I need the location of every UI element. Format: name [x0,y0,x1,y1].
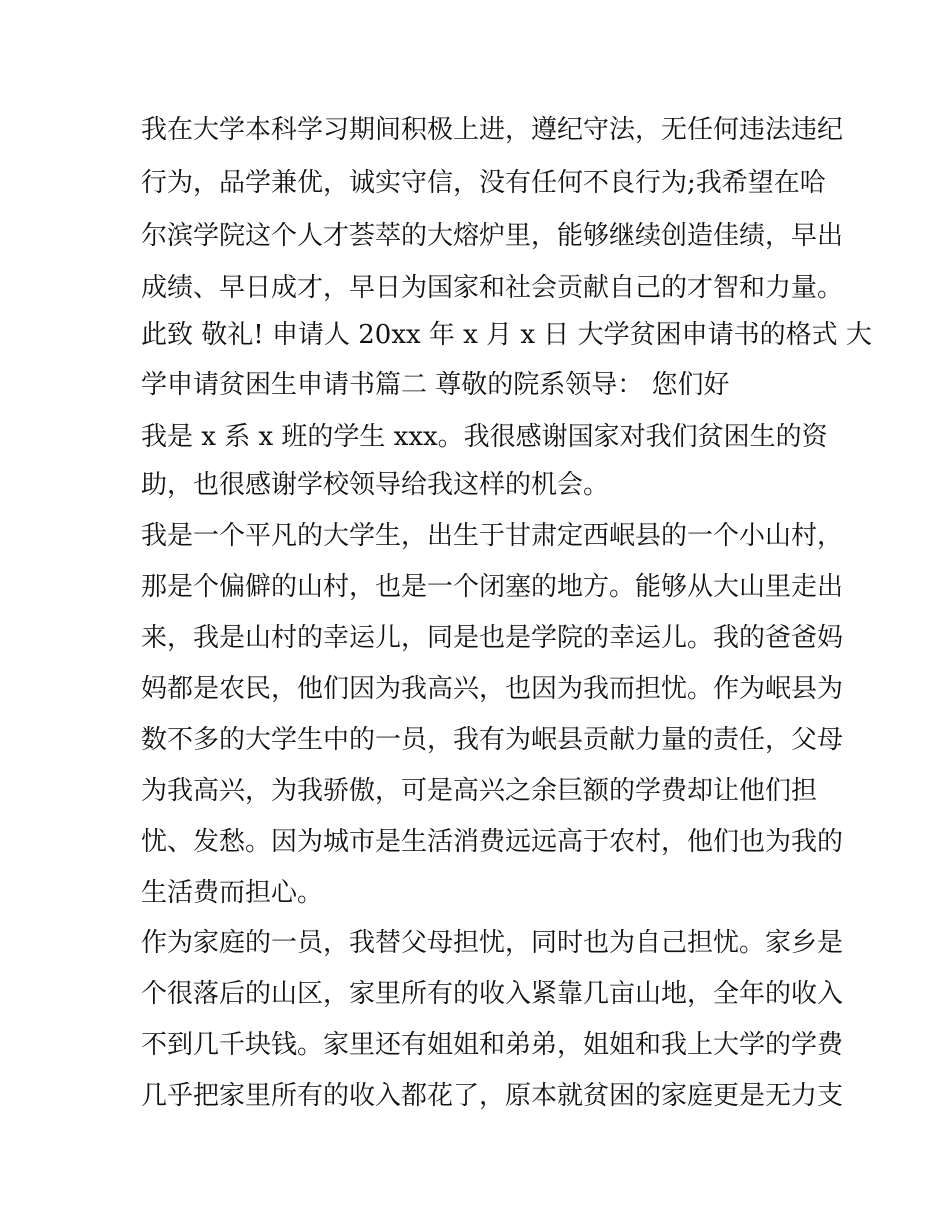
text-line: 我是一个平凡的大学生，出生于甘肃定西岷县的一个小山村， [141,521,844,551]
text-line: 生活费而担心。 [141,878,324,908]
text-line: 我在大学本科学习期间积极上进，遵纪守法，无任何违法违纪 [141,115,844,145]
text-line: 忧、发愁。因为城市是生活消费远远高于农村，他们也为我的 [141,827,844,857]
text-line: 妈都是农民，他们因为我高兴，也因为我而担忧。作为岷县为 [141,674,844,704]
text-line: 行为，品学兼优，诚实守信，没有任何不良行为;我希望在哈 [141,168,826,198]
text-line: 数不多的大学生中的一员，我有为岷县贡献力量的责任，父母 [141,725,844,755]
text-line: 来，我是山村的幸运儿，同是也是学院的幸运儿。我的爸爸妈 [141,623,844,653]
text-line: 作为家庭的一员，我替父母担忧，同时也为自己担忧。家乡是 [141,928,844,958]
text-line: 成绩、早日成才，早日为国家和社会贡献自己的才智和力量。 [141,273,844,303]
text-line: 学申请贫困生申请书篇二 尊敬的院系领导： 您们好 [141,370,730,400]
text-line: 我是 x 系 x 班的学生 xxx。我很感谢国家对我们贫困生的资 [141,422,828,452]
text-line: 尔滨学院这个人才荟萃的大熔炉里，能够继续创造佳绩，早出 [141,221,844,251]
text-line: 不到几千块钱。家里还有姐姐和弟弟，姐姐和我上大学的学费 [141,1030,844,1060]
text-line: 此致 敬礼! 申请人 20xx 年 x 月 x 日 大学贫困申请书的格式 大 [141,320,872,350]
text-line: 为我高兴，为我骄傲，可是高兴之余巨额的学费却让他们担 [141,776,818,806]
text-line: 个很落后的山区，家里所有的收入紧靠几亩山地，全年的收入 [141,979,844,1009]
text-line: 几乎把家里所有的收入都花了，原本就贫困的家庭更是无力支 [141,1081,844,1111]
text-line: 助，也很感谢学校领导给我这样的机会。 [141,470,610,500]
text-line: 那是个偏僻的山村，也是一个闭塞的地方。能够从大山里走出 [141,572,844,602]
